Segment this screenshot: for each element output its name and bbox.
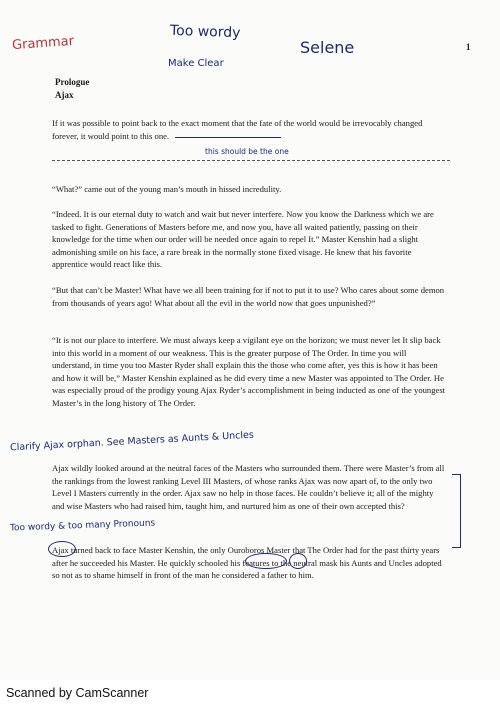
margin-note-clarify: Clarify Ajax orphan. See Masters as Aunts & Uncles (9, 429, 255, 454)
opening-paragraph: If it was possible to point back to the exact moment that the fate of the world would be irrevocably changed forever, it would point to this one. (52, 118, 423, 141)
paragraph-5: Ajax wildly looked around at the neutral faces of the Masters who surrounded them. There were Master’s from all the rankings from the lowest ranking Level III Masters, of whose ranks Ajax was now apart of, to the only two Level I Masters currently in the order. Ajax saw no help in those faces. He couldn’t believe it; all of the mighty and wise Masters who had raised him, taught him, and nurtured him as one of their own accepted this? (52, 463, 445, 511)
section-divider (52, 160, 450, 161)
heading-prologue: Prologue (55, 77, 90, 87)
margin-note-too-wordy: Too wordy (169, 22, 241, 42)
paragraph-3: “But that can’t be Master! What have we all been training for if not to put it to use? Who cares about some demon from thousands of years ago! What about all the evil in the world now that goes unpunished?” (52, 285, 445, 308)
footer-label: Scanned by CamScanner (6, 686, 149, 700)
margin-note-this-should-be: this should be the one (205, 147, 289, 156)
paragraph-4: “It is not our place to interfere. We must always keep a vigilant eye on the horizon; we must never let It slip back into this world in a moment of our weakness. This is the greater purpose of The Order. In time you will understand, in time you too Master Ryder shall explain this the those who come after, yes this is how it has been and how it will be,” Master Kenshin explained as he did every time a new Master was appointed to The Order. He was especially proud of the prodigy young Ajax Ryder’s accomplishment in being inducted as one of the youngest Master’s in the long history of The Order. (52, 335, 446, 408)
circle-mark-master (245, 553, 287, 569)
paragraph-2: “Indeed. It is our eternal duty to watch and wait but never interfere. Now you know the Darkness which we are tasked to fight. Generations of Masters before me, and now you, have all waited patiently, passing on their knowledge for the time when our order will be needed once again to repel It.” Master Kenshin had a slight admonishing smile on his face, a rare break in the normally stone fixed visage. He knew that his favorite apprentice would react like this. (52, 209, 434, 270)
paragraph-6: Ajax turned back to face Master Kenshin, the only Ouroboros Master that The Order had for the past thirty years after he succeeded his Master. He quickly schooled his features to the neutral mask his Aunts and Uncles adopted so not as to shame himself in front of the man he considered a father to him. (52, 545, 442, 581)
margin-note-selene: Selene (300, 38, 355, 57)
margin-note-wordy-pronouns: Too wordy & too many Pronouns (9, 518, 156, 534)
page-number: 1 (466, 42, 471, 52)
circle-mark-ajax (48, 541, 76, 557)
heading-ajax: Ajax (55, 90, 74, 100)
paragraph-1: “What?” came out of the young man’s mouth in hissed incredulity. (52, 184, 282, 194)
margin-note-grammar: Grammar (11, 33, 75, 54)
strike-through-mark (175, 137, 281, 138)
circle-mark-he (289, 553, 307, 569)
margin-note-make-clear: Make Clear (168, 58, 224, 69)
margin-bracket (452, 474, 461, 548)
scan-footer (0, 680, 500, 708)
